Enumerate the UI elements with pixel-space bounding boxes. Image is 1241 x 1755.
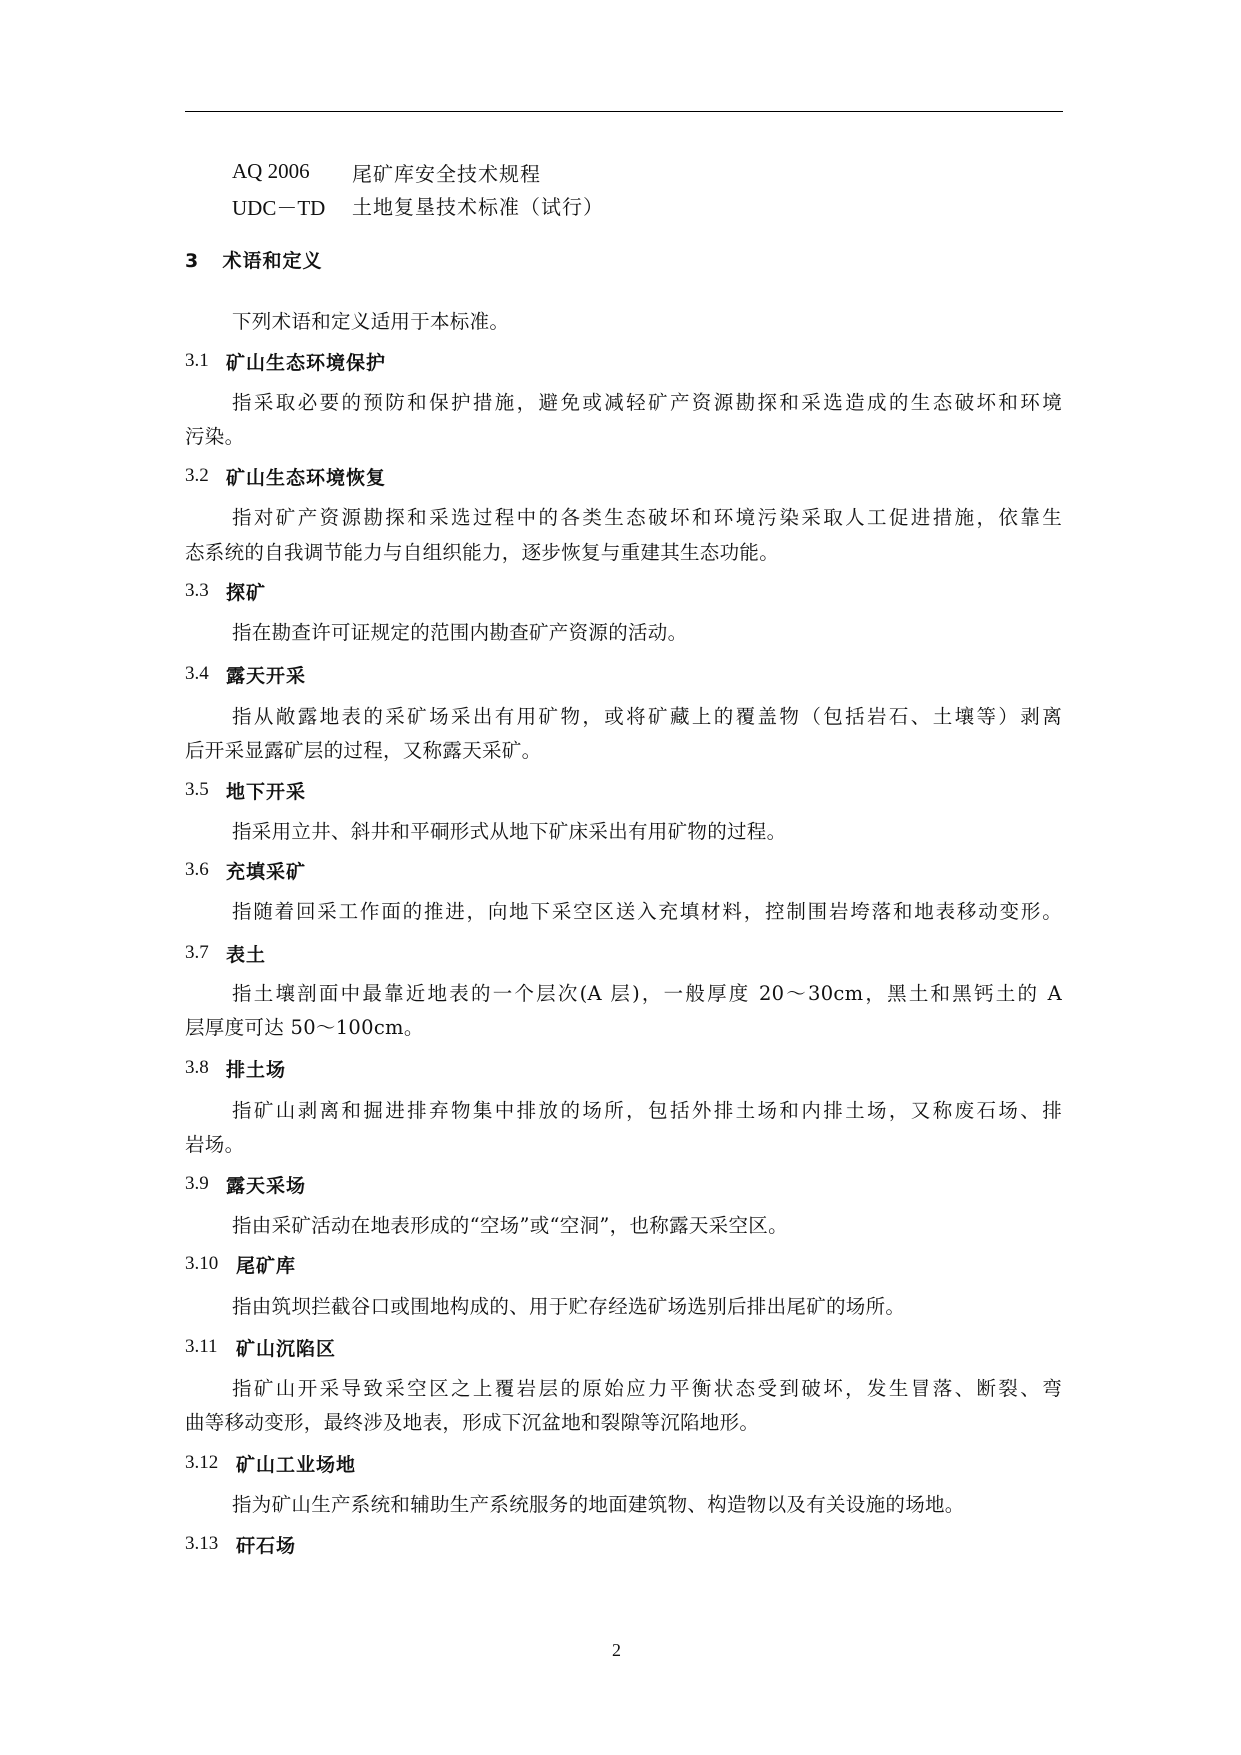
term-name: 排土场	[226, 1059, 287, 1081]
term-number: 3.2	[185, 465, 209, 486]
reference-code: AQ 2006	[232, 159, 310, 183]
page-number: 2	[612, 1640, 621, 1660]
term-definition-line: 指在勘查许可证规定的范围内勘查矿产资源的活动。	[232, 621, 688, 644]
term-number: 3.7	[185, 942, 209, 963]
reference-title: 尾矿库安全技术规程	[352, 162, 541, 186]
term-name: 露天开采	[226, 665, 307, 687]
section-number: 3	[185, 250, 200, 272]
term-name: 表土	[226, 944, 267, 966]
term-definition-line: 指对矿产资源勘探和采选过程中的各类生态破坏和环境污染采取人工促进措施，依靠生	[232, 506, 1062, 529]
term-name: 露天采场	[226, 1175, 307, 1197]
term-number: 3.4	[185, 663, 209, 684]
term-definition-line: 层厚度可达 50～100cm。	[185, 1016, 424, 1039]
section-intro: 下列术语和定义适用于本标准。	[232, 310, 510, 333]
term-name: 矸石场	[236, 1535, 297, 1557]
term-definition-line: 态系统的自我调节能力与自组织能力，逐步恢复与重建其生态功能。	[185, 541, 780, 564]
term-number: 3.13	[185, 1533, 219, 1554]
term-definition-line: 指由筑坝拦截谷口或围地构成的、用于贮存经选矿场选别后排出尾矿的场所。	[232, 1295, 906, 1318]
term-definition-line: 后开采显露矿层的过程，又称露天采矿。	[185, 739, 542, 762]
term-number: 3.5	[185, 779, 209, 800]
term-number: 3.6	[185, 859, 209, 880]
term-name: 矿山沉陷区	[236, 1338, 337, 1360]
reference-code: UDC－TD	[232, 196, 326, 220]
section-title: 术语和定义	[222, 250, 323, 272]
header-rule	[185, 111, 1063, 112]
term-number: 3.9	[185, 1173, 209, 1194]
term-definition-line: 指采取必要的预防和保护措施，避免或减轻矿产资源勘探和采选造成的生态破坏和环境	[232, 391, 1062, 414]
term-number: 3.10	[185, 1253, 219, 1274]
reference-title: 土地复垦技术标准（试行）	[352, 195, 604, 219]
term-definition-line: 指矿山开采导致采空区之上覆岩层的原始应力平衡状态受到破坏，发生冒落、断裂、弯	[232, 1377, 1062, 1400]
term-definition-line: 指采用立井、斜井和平硐形式从地下矿床采出有用矿物的过程。	[232, 820, 787, 843]
term-definition-line: 岩场。	[185, 1133, 245, 1156]
term-definition-line: 指由采矿活动在地表形成的“空场”或“空洞”，也称露天采空区。	[232, 1214, 788, 1237]
term-name: 探矿	[226, 582, 267, 604]
term-number: 3.8	[185, 1057, 209, 1078]
term-number: 3.3	[185, 580, 209, 601]
term-number: 3.1	[185, 350, 209, 371]
term-definition-line: 指从敞露地表的采矿场采出有用矿物，或将矿藏上的覆盖物（包括岩石、土壤等）剥离	[232, 705, 1062, 728]
term-name: 尾矿库	[236, 1255, 297, 1277]
term-name: 充填采矿	[226, 861, 307, 883]
term-name: 矿山生态环境恢复	[226, 467, 387, 489]
term-definition-line: 指为矿山生产系统和辅助生产系统服务的地面建筑物、构造物以及有关设施的场地。	[232, 1493, 965, 1516]
term-definition-line: 污染。	[185, 425, 245, 448]
term-number: 3.12	[185, 1452, 219, 1473]
term-name: 地下开采	[226, 781, 307, 803]
term-name: 矿山生态环境保护	[226, 352, 387, 374]
term-definition-line: 指随着回采工作面的推进，向地下采空区送入充填材料，控制围岩垮落和地表移动变形。	[232, 900, 1062, 923]
section-heading	[185, 246, 323, 273]
term-name: 矿山工业场地	[236, 1454, 357, 1476]
term-definition-line: 指土壤剖面中最靠近地表的一个层次(A 层)，一般厚度 20～30cm，黑土和黑钙土的 A	[232, 982, 1062, 1005]
term-definition-line: 指矿山剥离和掘进排弃物集中排放的场所，包括外排土场和内排土场，又称废石场、排	[232, 1099, 1062, 1122]
term-number: 3.11	[185, 1336, 218, 1357]
term-definition-line: 曲等移动变形，最终涉及地表，形成下沉盆地和裂隙等沉陷地形。	[185, 1411, 760, 1434]
